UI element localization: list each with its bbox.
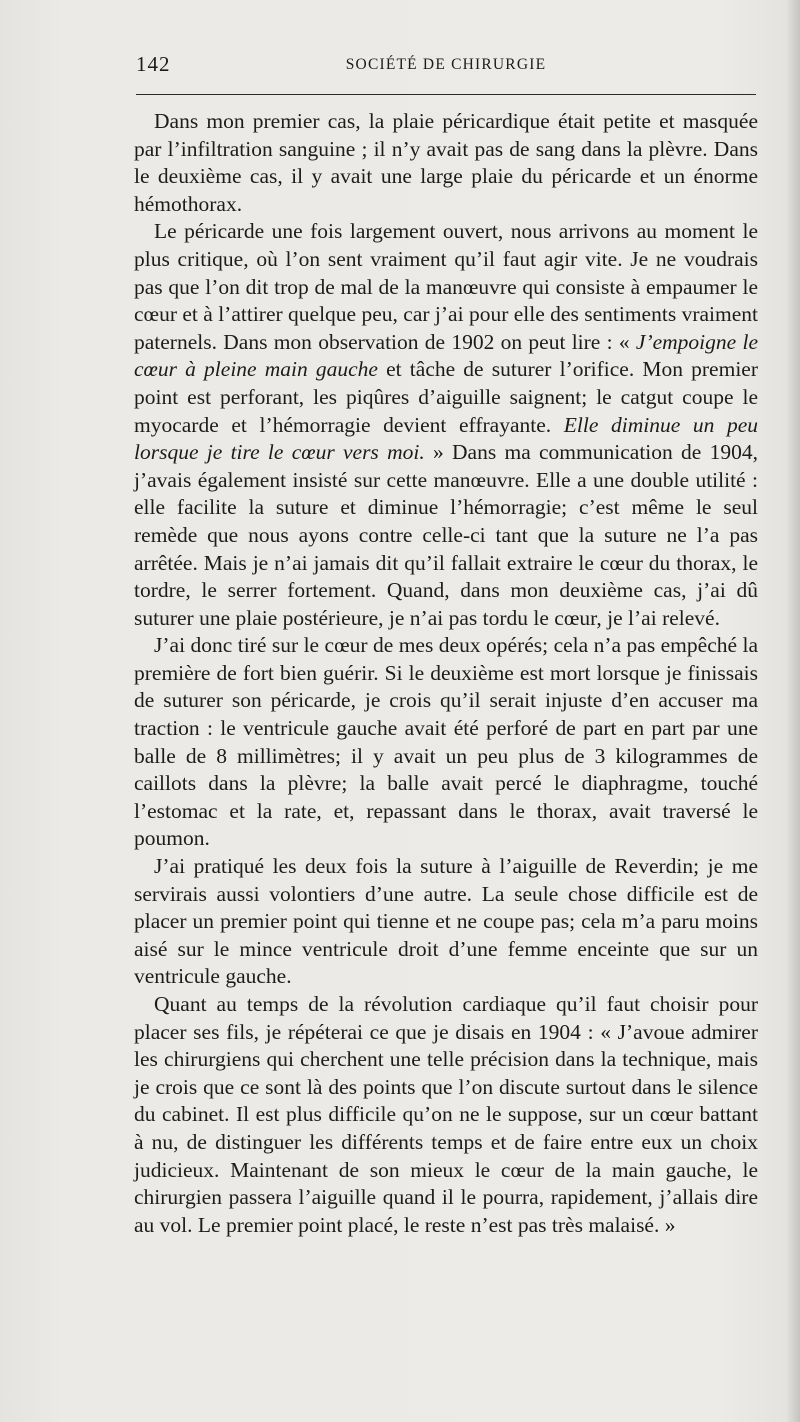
paragraph-3: J’ai donc tiré sur le cœur de mes deux opérés; cela n’a pas empêché la première de fort bien guérir. Si le deuxième est mort lorsque je finissais de suturer son péricarde, je crois qu’il serait injuste d’en accuser ma traction : le ventricule gauche avait été perforé de part en part par une balle de 8 millimètres; il y avait un peu plus de 3 kilogrammes de caillots dans la plèvre; la balle avait percé le diaphragme, touché l’estomac et la rate, et, repassant dans le thorax, avait traversé le poumon. xyxy=(134,633,758,851)
page-header xyxy=(136,48,756,82)
body-text xyxy=(134,108,758,1239)
paragraph-2-italic1: J’empoigne le cœur à pleine main gauche xyxy=(134,329,758,382)
paragraph-2-part2: et tâche de suturer l’orifice. Mon premier point est perforant, les piqûres d’aiguille saignent; le catgut coupe le myocarde et l’hémorragie devient effrayante. xyxy=(134,357,758,437)
page-edge-shadow xyxy=(786,0,800,1422)
paragraph-2-part1: Le péricarde une fois largement ouvert, nous arrivons au moment le plus critique, où l’on sent vraiment qu’il faut agir vite. Je ne voudrais pas que l’on dit trop de mal de la manœuvre qui consiste à empaumer le cœur et à l’attirer quelque peu, car j’ai pour elle des sentiments vraiment paternels. Dans mon observation de 1902 on peut lire : « xyxy=(134,219,758,354)
paragraph-2 xyxy=(134,218,758,632)
paragraph-1: Dans mon premier cas, la plaie péricardique était petite et masquée par l’infiltration sanguine ; il n’y avait pas de sang dans la plèvre. Dans le deuxième cas, il y avait une large plaie du péricarde et un énorme hémothorax. xyxy=(134,109,758,216)
paragraph-5: Quant au temps de la révolution cardiaque qu’il faut choisir pour placer ses fils, je répéterai ce que je disais en 1904 : « J’avoue admirer les chirurgiens qui cherchent une telle précision dans la technique, mais je crois que ce sont là des points que l’on discute surtout dans le silence du cabinet. Il est plus difficile qu’on ne le suppose, sur un cœur battant à nu, de distinguer les différents temps et de faire entre eux un choix judicieux. Maintenant de son mieux le cœur de la main gauche, le chirurgien passera l’aiguille quand il le pourra, rapidement, j’allais dire au vol. Le premier point placé, le reste n’est pas très malaisé. » xyxy=(134,992,758,1237)
paragraph-4: J’ai pratiqué les deux fois la suture à l’aiguille de Reverdin; je me servirais aussi volontiers d’une autre. La seule chose difficile est de placer un premier point qui tienne et ne coupe pas; cela m’a paru moins aisé sur le mince ventricule droit d’une femme enceinte que sur un ventricule gauche. xyxy=(134,854,758,989)
page-number: 142 xyxy=(136,52,171,76)
paragraph-2-part3: » Dans ma communication de 1904, j’avais également insisté sur cette manœuvre. Elle a une double utilité : elle facilite la suture et diminue l’hémorragie; c’est même le seul remède que nous ayons contre celle-ci tant que la suture ne l’a pas arrêtée. Mais je n’ai jamais dit qu’il fallait extraire le cœur du thorax, le tordre, le serrer fortement. Quand, dans mon deuxième cas, j’ai dû suturer une plaie postérieure, je n’ai pas tordu le cœur, je l’ai relevé. xyxy=(134,440,758,630)
paragraph-2-italic2: Elle diminue un peu lorsque je tire le cœur vers moi. xyxy=(134,412,758,465)
running-title: SOCIÉTÉ DE CHIRURGIE xyxy=(345,56,547,73)
header-rule xyxy=(136,94,756,95)
